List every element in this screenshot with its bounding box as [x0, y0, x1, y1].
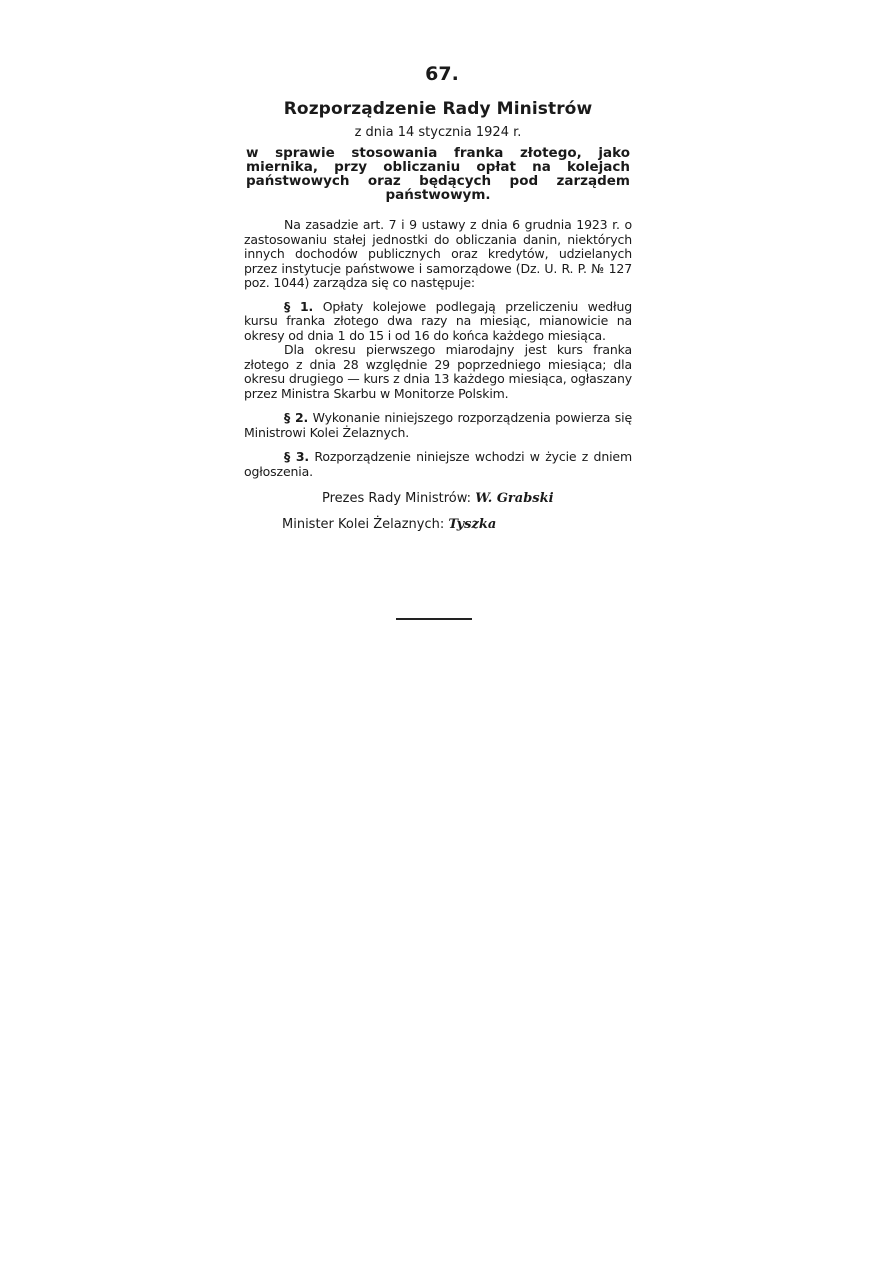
section-label: § 2. [284, 410, 309, 425]
section-3-paragraph [244, 450, 632, 479]
section-text: Rozporządzenie niniejsze wchodzi w życie z dniem ogłoszenia. [244, 449, 633, 479]
section-1-continuation-paragraph [244, 343, 632, 401]
signature-role: Prezes Rady Ministrów: [322, 491, 472, 506]
signature-name: W. Grabski [475, 491, 554, 506]
document-body [244, 218, 632, 479]
document-subject: w sprawie stosowania franka złotego, jako miernika, przy obliczaniu opłat na kolejach państwowych oraz będących pod zarządem państwowym. [246, 145, 630, 203]
document-date: z dnia 14 stycznia 1924 r. [354, 125, 522, 140]
section-1-paragraph [244, 300, 632, 344]
signature-role: Minister Kolei Żelaznych: [282, 517, 445, 532]
section-label: § 3. [284, 449, 309, 464]
section-label: § 1. [284, 298, 314, 314]
section-text: Dla okresu pierwszego miarodajny jest kurs franka złotego z dnia 28 względnie 29 poprzedniego miesiąca; dla okresu drugiego — kurs z dnia 13 każdego miesiąca, ogłaszany przez Ministra Skarbu w Monitorze Polskim. [244, 342, 632, 401]
signature-railway-minister [282, 517, 632, 533]
text-column [244, 62, 632, 533]
section-text: Wykonanie niniejszego rozporządzenia powierza się Ministrowi Kolei Żelaznych. [244, 410, 632, 440]
document-title: Rozporządzenie Rady Ministrów [283, 99, 593, 119]
signature-prime-minister [322, 491, 632, 507]
preamble-paragraph: Na zasadzie art. 7 i 9 ustawy z dnia 6 grudnia 1923 r. o zastosowaniu stałej jednostki do obliczania danin, niektórych innych dochodów publicznych oraz kredytów, udzielanych przez instytucje państwowe i samorządowe (Dz. U. R. P. № 127 poz. 1044) zarządza się co następuje: [244, 217, 632, 290]
section-2-paragraph [244, 411, 632, 440]
section-text: Opłaty kolejowe podlegają przeliczeniu według kursu franka złotego dwa razy na miesiąc, mianowicie na okresy od dnia 1 do 15 i od 16 do końca każdego miesiąca. [244, 298, 633, 343]
signature-name: Tyszka [448, 517, 497, 532]
page-number: 67. [425, 63, 459, 85]
end-divider [396, 618, 472, 620]
